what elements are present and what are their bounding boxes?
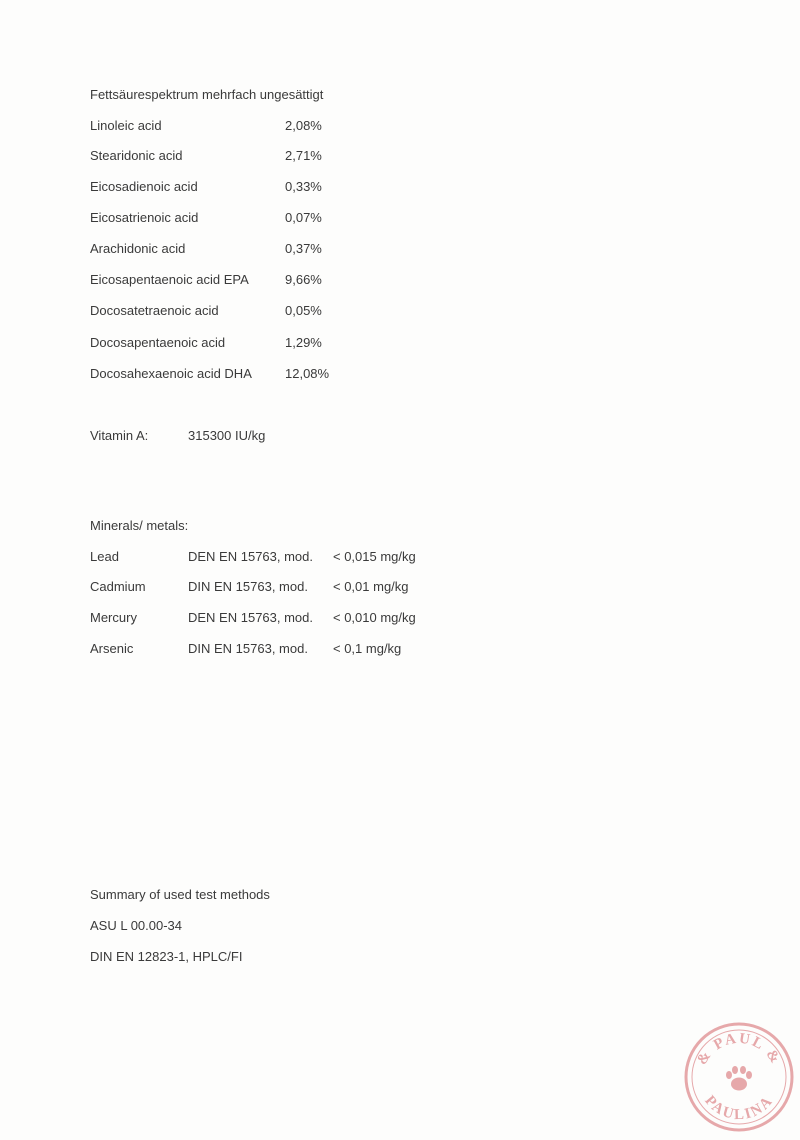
mineral-result: < 0,01 mg/kg xyxy=(333,579,409,594)
fatty-acid-name: Eicosatrienoic acid xyxy=(90,210,199,225)
mineral-element: Cadmium xyxy=(90,579,146,594)
minerals-title: Minerals/ metals: xyxy=(90,518,189,533)
fatty-acid-value: 0,33% xyxy=(285,179,322,194)
fatty-acid-value: 0,37% xyxy=(285,241,322,256)
test-method-line: ASU L 00.00-34 xyxy=(90,918,183,933)
mineral-element: Arsenic xyxy=(90,641,134,656)
mineral-method: DEN EN 15763, mod. xyxy=(188,610,314,625)
mineral-method: DIN EN 15763, mod. xyxy=(188,641,308,656)
mineral-result: < 0,010 mg/kg xyxy=(333,610,416,625)
fatty-acid-value: 9,66% xyxy=(285,272,322,287)
fatty-acid-name: Docosatetraenoic acid xyxy=(90,303,219,318)
fatty-acid-name: Eicosapentaenoic acid EPA xyxy=(90,272,249,287)
fatty-acid-value: 0,07% xyxy=(285,210,322,225)
fatty-acid-value: 2,08% xyxy=(285,118,322,133)
summary-title: Summary of used test methods xyxy=(90,887,270,902)
fatty-acid-name: Eicosadienoic acid xyxy=(90,179,198,194)
paul-paulina-stamp-logo xyxy=(684,1022,794,1132)
vitamin-a-label: Vitamin A: xyxy=(90,428,149,443)
mineral-result: < 0,1 mg/kg xyxy=(333,641,402,656)
fatty-acid-name: Docosahexaenoic acid DHA xyxy=(90,366,252,381)
fatty-acid-value: 1,29% xyxy=(285,335,322,350)
vitamin-a-value: 315300 IU/kg xyxy=(188,428,266,443)
test-method-line: DIN EN 12823-1, HPLC/FI xyxy=(90,949,243,964)
fatty-acid-name: Arachidonic acid xyxy=(90,241,186,256)
fatty-acid-name: Docosapentaenoic acid xyxy=(90,335,226,350)
svg-text:PAULINA: PAULINA xyxy=(701,1092,777,1124)
mineral-element: Mercury xyxy=(90,610,137,625)
mineral-method: DIN EN 15763, mod. xyxy=(188,579,308,594)
mineral-result: < 0,015 mg/kg xyxy=(333,549,416,564)
fatty-acid-name: Linoleic acid xyxy=(90,118,162,133)
fatty-acid-value: 0,05% xyxy=(285,303,322,318)
svg-text:& PAUL &: & PAUL & xyxy=(694,1030,784,1068)
paw-icon xyxy=(726,1066,752,1091)
mineral-method: DEN EN 15763, mod. xyxy=(188,549,314,564)
fatty-acid-value: 2,71% xyxy=(285,148,322,163)
fatty-acid-name: Stearidonic acid xyxy=(90,148,183,163)
fatty-acid-heading: Fettsäurespektrum mehrfach ungesättigt xyxy=(90,87,324,102)
mineral-element: Lead xyxy=(90,549,119,564)
fatty-acid-value: 12,08% xyxy=(285,366,330,381)
